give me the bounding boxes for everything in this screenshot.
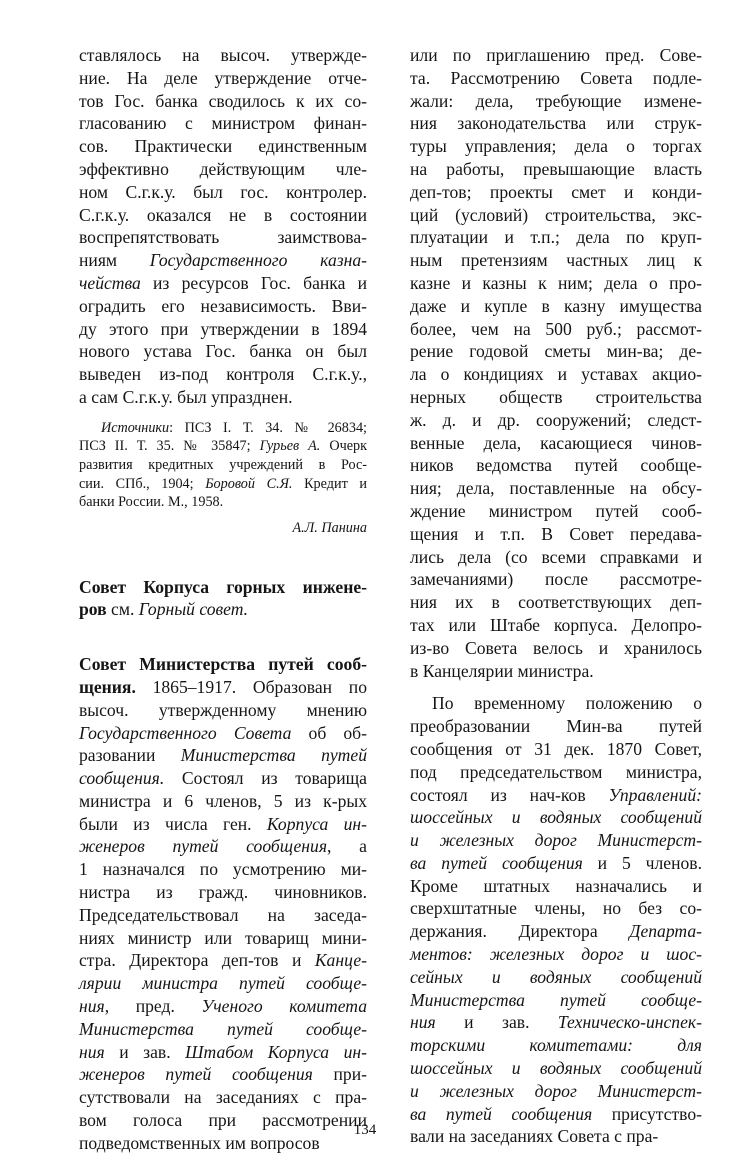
text-line: Государственного Совета об об- xyxy=(79,722,367,743)
text-line: плуатации и т.п.; дела по круп- xyxy=(410,227,702,248)
text-line: деп-тов; проекты смет и конди- xyxy=(410,181,702,202)
text-line: Совет Министерства путей сооб- xyxy=(79,654,367,675)
text-line: ждение министром путей сооб- xyxy=(410,500,702,521)
text-line: щения и т.п. В Совет передава- xyxy=(410,523,702,544)
text-line: ставлялось на высоч. утвержде- xyxy=(79,45,367,65)
text-line: чейства из ресурсов Гос. банка и xyxy=(79,272,367,293)
text-line: ментов: железных дорог и шос- xyxy=(410,944,702,965)
text-line: эффективно действующим чле- xyxy=(79,158,367,179)
text-line: ниям Государственного казна- xyxy=(79,250,367,271)
text-line: лись дела (со всеми справками и xyxy=(410,546,702,567)
text-line: торскими комитетами: для xyxy=(410,1035,702,1056)
sources-note xyxy=(79,419,367,512)
text-line: были из числа ген. Корпуса ин- xyxy=(79,813,367,834)
text-line: гласованию с министром финан- xyxy=(79,113,367,134)
text-line: ников ведомства путей сообще- xyxy=(410,455,702,476)
text-line: По временному положению о xyxy=(432,693,702,714)
right-column xyxy=(410,44,702,1148)
text-line: банки России. М., 1958. xyxy=(79,494,224,511)
text-line: туры управления; дела о торгах xyxy=(410,136,702,157)
text-line: подведомственных им вопросов xyxy=(79,1132,320,1153)
text-line: сейных и водяных сообщений xyxy=(410,966,702,987)
text-line: из-во Совета велось и хранилось xyxy=(410,637,702,658)
text-line: ния законодательства или струк- xyxy=(410,113,702,134)
text-line: ние. На деле утверждение отче- xyxy=(79,67,367,88)
text-line: рение годовой сметы мин-ва; де- xyxy=(410,341,702,362)
page-number: 134 xyxy=(353,1122,377,1138)
text-line: ниях министр или товарищ мини- xyxy=(79,927,367,948)
text-line: преобразовании Мин-ва путей xyxy=(410,716,702,737)
text-line: женеров путей сообщения при- xyxy=(79,1064,367,1085)
text-line: состоял из нач-ков Управлений: xyxy=(410,784,702,805)
text-line: Председательствовал на заседа- xyxy=(79,904,367,925)
text-line: ния их в соответствующих деп- xyxy=(410,592,702,613)
text-line: держания. Директора Департа- xyxy=(410,921,702,942)
text-line: нерных обществ строительства xyxy=(410,386,702,407)
text-line: выведен из-под контроля С.г.к.у., xyxy=(79,364,367,385)
text-line: сверхштатные члены, но без со- xyxy=(410,898,702,919)
text-line: высоч. утвержденному мнению xyxy=(79,699,367,720)
text-line: или по приглашению пред. Сове- xyxy=(410,45,702,65)
text-line: Кроме штатных назначались и xyxy=(410,875,702,896)
text-line: и железных дорог Министерст- xyxy=(410,830,702,851)
text-line: щения. 1865–1917. Образован по xyxy=(79,676,367,697)
text-line: даже и купле в казну имущества xyxy=(410,295,702,316)
text-line: ния и зав. Штабом Корпуса ин- xyxy=(79,1041,367,1062)
text-line: Совет Корпуса горных инжене- xyxy=(79,576,367,597)
text-line: развития кредитных учреждений в Рос- xyxy=(79,456,367,473)
text-line: а сам С.г.к.у. был упразднен. xyxy=(79,386,293,407)
text-line: ПСЗ II. Т. 35. № 35847; Гурьев А. Очерк xyxy=(79,438,367,455)
text-line: сов. Практически единственным xyxy=(79,136,367,157)
text-line: на работы, превышающие власть xyxy=(410,158,702,179)
text-line: ния, пред. Ученого комитета xyxy=(79,996,367,1017)
text-line: более, чем на 500 руб.; рассмот- xyxy=(410,318,702,339)
text-line: ж. д. и др. сооружений; следст- xyxy=(410,409,702,430)
text-line: та. Рассмотрению Совета подле- xyxy=(410,67,702,88)
text-line: шоссейных и водяных сообщений xyxy=(410,807,702,828)
text-line: стра. Директора деп-тов и Канце- xyxy=(79,950,367,971)
text-line: нового устава Гос. банка он был xyxy=(79,341,367,362)
author-signature: А.Л. Панина xyxy=(292,519,367,536)
text-line: ным претензиям частных лиц к xyxy=(410,250,702,271)
text-line: ном С.г.к.у. был гос. контролер. xyxy=(79,181,367,202)
paragraph-council-duties xyxy=(410,44,702,682)
text-line: замечаниями) после рассмотре- xyxy=(410,569,702,590)
text-line: министра и 6 членов, 5 из к-рых xyxy=(79,790,367,811)
text-line: воспрепятствовать заимствова- xyxy=(79,227,367,248)
text-line: 1 назначался по усмотрению ми- xyxy=(79,859,367,880)
text-line: женеров путей сообщения, а xyxy=(79,836,367,857)
text-line: ва путей сообщения и 5 членов. xyxy=(410,852,702,873)
text-line: лярии министра путей сообще- xyxy=(79,973,367,994)
text-line: ния и зав. Техническо-инспек- xyxy=(410,1012,702,1033)
text-line: под председательством министра, xyxy=(410,761,702,782)
text-line: и железных дорог Министерст- xyxy=(410,1080,702,1101)
text-line: ла о кондициях и уставах акцио- xyxy=(410,364,702,385)
text-line: венные дела, касающиеся чинов- xyxy=(410,432,702,453)
text-line: жали: дела, требующие измене- xyxy=(410,90,702,111)
text-line: нистра из гражд. чиновников. xyxy=(79,882,367,903)
text-line: ния; дела, поставленные на обсу- xyxy=(410,478,702,499)
text-line: вом голоса при рассмотрении xyxy=(79,1110,367,1131)
text-line: сутствовали на заседаниях с пра- xyxy=(79,1087,367,1108)
left-column xyxy=(79,44,367,1155)
text-line: сообщения от 31 дек. 1870 Совет, xyxy=(410,738,702,759)
entry-ministry-railways-council xyxy=(79,653,367,1155)
text-line: сии. СПб., 1904; Боровой С.Я. Кредит и xyxy=(79,475,367,492)
text-line: сообщения. Состоял из товарища xyxy=(79,768,367,789)
text-line: Источники: ПСЗ I. Т. 34. № 26834; xyxy=(101,419,367,436)
text-line: разовании Министерства путей xyxy=(79,745,367,766)
paragraph-state-credit-council xyxy=(79,44,367,409)
text-line: ду этого при утверждении в 1894 xyxy=(79,318,367,339)
text-line: Министерства путей сообще- xyxy=(79,1018,367,1039)
paragraph-regulation-1870 xyxy=(410,692,702,1148)
entry-mining-engineers-council xyxy=(79,576,367,622)
text-line: вали на заседаниях Совета с пра- xyxy=(410,1126,659,1147)
text-line: в Канцелярии министра. xyxy=(410,660,594,681)
text-line: казне и казны к ним; дела о про- xyxy=(410,272,702,293)
text-line: ций (условий) строительства, экс- xyxy=(410,204,702,225)
text-line: оградить его независимость. Вви- xyxy=(79,295,367,316)
text-line: ва путей сообщения присутство- xyxy=(410,1103,702,1124)
text-line: шоссейных и водяных сообщений xyxy=(410,1058,702,1079)
text-line: тах или Штабе корпуса. Делопро- xyxy=(410,614,702,635)
text-line: тов Гос. банка сводилось к их со- xyxy=(79,90,367,111)
text-line: С.г.к.у. оказался не в состоянии xyxy=(79,204,367,225)
text-line: Министерства путей сообще- xyxy=(410,989,702,1010)
text-line: ров см. Горный совет. xyxy=(79,599,249,620)
